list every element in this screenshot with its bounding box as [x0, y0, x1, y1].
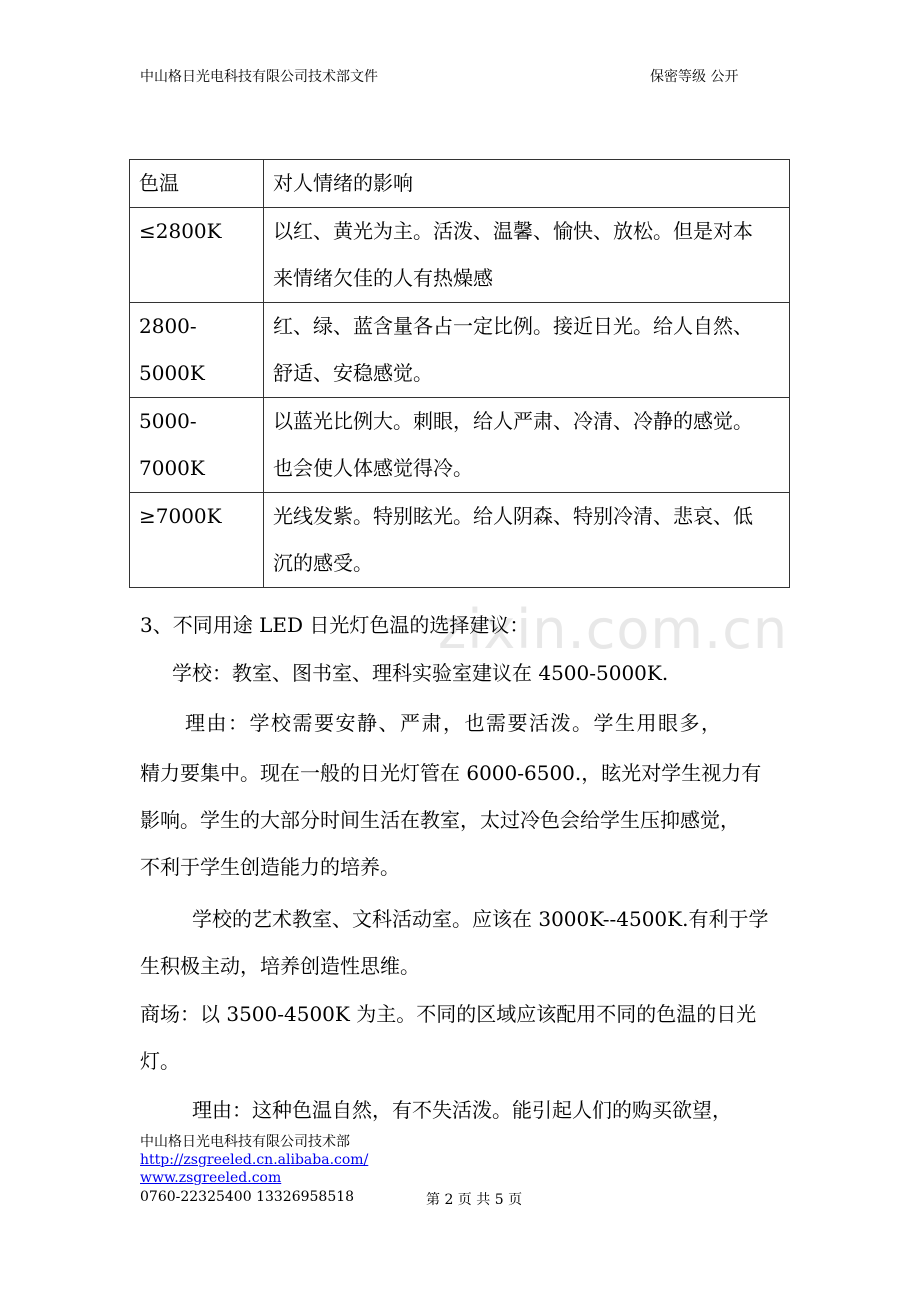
table-row: [130, 208, 790, 303]
table-row: [130, 493, 790, 588]
reason-paragraph-line: 影响。学生的大部分时间生活在教室，太过冷色会给学生压抑感觉，: [140, 808, 740, 832]
reason-paragraph-line: 精力要集中。现在一般的日光灯管在 6000-6500.，眩光对学生视力有: [140, 761, 762, 785]
watermark: zixin.com.cn: [438, 598, 789, 661]
header-security-level: 保密等级 公开: [650, 69, 739, 85]
effect-line: 以蓝光比例大。刺眼，给人严肃、冷清、冷静的感觉。: [273, 409, 753, 433]
effect-cell: [264, 398, 790, 493]
reason-paragraph-line: 理由：学校需要安静、严肃，也需要活泼。学生用眼多，: [185, 711, 723, 735]
reason-paragraph-line: 不利于学生创造能力的培养。: [140, 855, 400, 879]
effect-line: 以红、黄光为主。活泼、温馨、愉快、放松。但是对本: [273, 219, 753, 243]
effect-cell: [264, 303, 790, 398]
header-company: 中山格日光电科技有限公司技术部文件: [140, 69, 378, 85]
color-temperature-table: [129, 159, 790, 588]
header-cell-temp: 色温: [130, 160, 264, 208]
footer-website-link[interactable]: www.zsgreeled.com: [140, 1170, 282, 1186]
effect-line: 光线发紫。特别眩光。给人阴森、特别冷清、悲哀、低: [273, 504, 753, 528]
footer-company: 中山格日光电科技有限公司技术部: [140, 1134, 350, 1150]
mall-reason-line: 理由：这种色温自然，有不失活泼。能引起人们的购买欲望，: [192, 1098, 732, 1122]
effect-cell: [264, 208, 790, 303]
effect-line: 舒适、安稳感觉。: [273, 361, 433, 385]
table-row: [130, 398, 790, 493]
effect-line: 红、绿、蓝含量各占一定比例。接近日光。给人自然、: [273, 314, 753, 338]
temp-cell: 5000-7000K: [130, 398, 264, 493]
temp-cell: 2800-5000K: [130, 303, 264, 398]
table-header-row: [130, 160, 790, 208]
school-recommendation: 学校：教室、图书室、理科实验室建议在 4500-5000K.: [172, 661, 669, 685]
mall-line: 商场：以 3500-4500K 为主。不同的区域应该配用不同的色温的日光: [140, 1002, 757, 1026]
header-cell-effect: 对人情绪的影响: [264, 160, 790, 208]
table-row: [130, 303, 790, 398]
art-room-line: 生积极主动，培养创造性思维。: [140, 954, 420, 978]
section-heading: 3、不同用途 LED 日光灯色温的选择建议：: [140, 613, 530, 637]
temp-cell: ≤2800K: [130, 208, 264, 303]
footer-phone: 0760-22325400 13326958518: [140, 1189, 355, 1205]
footer-alibaba-link[interactable]: http://zsgreeled.cn.alibaba.com/: [140, 1152, 369, 1168]
temp-cell: ≥7000K: [130, 493, 264, 588]
art-room-line: 学校的艺术教室、文科活动室。应该在 3000K--4500K.有利于学: [192, 907, 769, 931]
effect-line: 来情绪欠佳的人有热燥感: [273, 266, 493, 290]
effect-cell: [264, 493, 790, 588]
page-number: 第 2 页 共 5 页: [426, 1192, 523, 1208]
effect-line: 沉的感受。: [273, 551, 373, 575]
effect-line: 也会使人体感觉得冷。: [273, 456, 473, 480]
mall-line: 灯。: [140, 1049, 180, 1073]
